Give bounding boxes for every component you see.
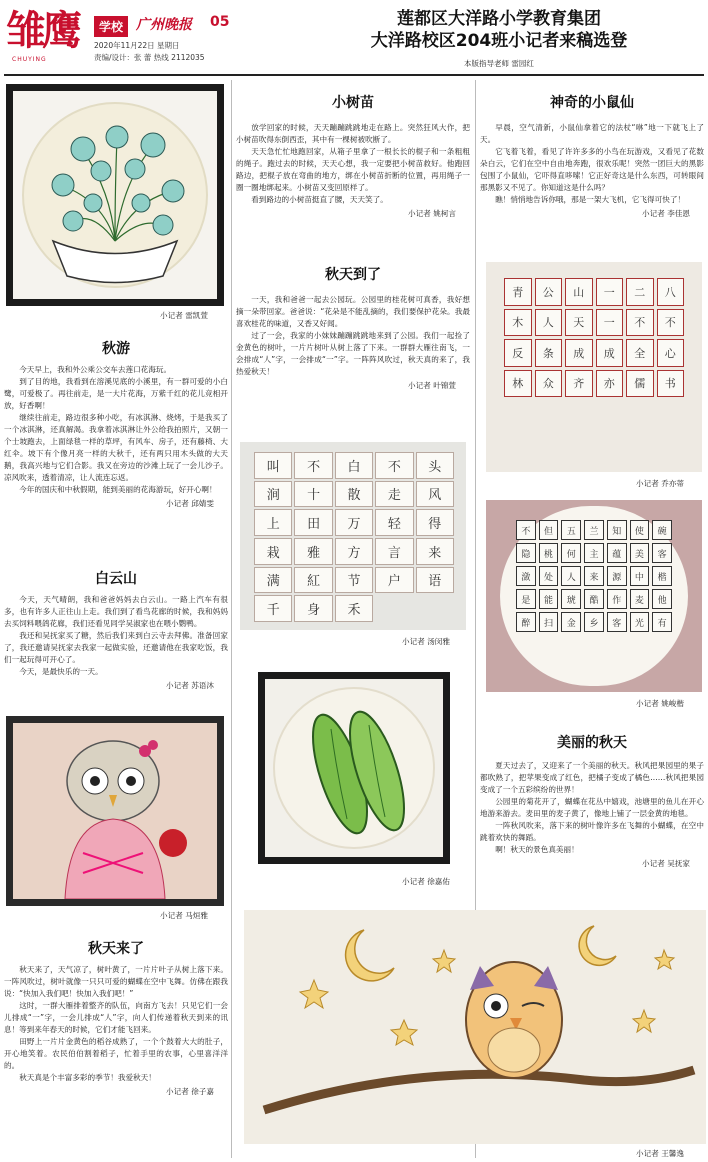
calligraphy-char: 一 — [596, 309, 624, 337]
calligraphy-char: 心 — [657, 339, 685, 367]
calligraphy-grid — [504, 278, 684, 458]
masthead-rule — [4, 74, 704, 76]
article-autumn-comes — [4, 938, 228, 1097]
calligraphy-char: 何 — [561, 543, 581, 563]
calligraphy-char: 节 — [335, 567, 373, 594]
masthead — [4, 2, 704, 72]
photo-caption: 小记者 王馨逸 — [636, 1149, 684, 1158]
article-autumn-trip — [4, 338, 228, 509]
calligraphy-char: 来 — [416, 538, 454, 565]
advisor-credit: 本版指导老师 雷园红 — [464, 59, 534, 68]
article-baiyun-mountain — [4, 568, 228, 691]
calligraphy-char: 隐 — [516, 543, 536, 563]
calligraphy-char: 主 — [584, 543, 604, 563]
calligraphy-char: 言 — [375, 538, 413, 565]
paragraph: 公园里的菊花开了，蝴蝶在花丛中嬉戏，池塘里的鱼儿在开心地游来游去。麦田里的麦子黄了，像地上铺了一层金黄的地毯。 — [480, 797, 704, 818]
paragraph: 天天急忙忙地跑回家，从箱子里拿了一根长长的棍子和一条粗粗的绳子。跑过去的时候，天天心想，我一定要把小树苗救好。他跑回路边，把棍子放在弯曲的地方，绑在小树苗折断的位置，再用绳子一圈一圈地绑起来。小树苗又变回原样了。 — [236, 147, 470, 192]
calligraphy-char: 十 — [294, 481, 332, 508]
paragraph: 看到路边的小树苗挺直了腰，天天笑了。 — [251, 195, 388, 204]
article-title: 秋天来了 — [88, 941, 144, 957]
logo-pinyin: CHUYING — [12, 56, 47, 63]
calligraphy-char: 叫 — [254, 452, 292, 479]
logo: 雏鹰 — [6, 7, 78, 54]
photo-caption: 小记者 汤闵雅 — [402, 637, 450, 646]
calligraphy-char: 公 — [535, 278, 563, 306]
calligraphy-char: 亦 — [596, 370, 624, 398]
section-tag: 学校 — [94, 16, 128, 37]
calligraphy-char: 雅 — [294, 538, 332, 565]
calligraphy-char: 兰 — [584, 520, 604, 540]
paragraph: 它飞着飞着，看见了许许多多的小鸟在玩游戏，又看见了花数朵白云，它们在空中自由地奔跑，很欢乐呢！突然一团巨大的黑影包围了小鼠仙，它吓得直哆嗦！它正好奇这是什么东西，可转眼间那黑影又不见了。你知道这是什么吗？ — [480, 147, 704, 192]
calligraphy-photo-1 — [486, 262, 702, 472]
calligraphy-char: 人 — [535, 309, 563, 337]
calligraphy-char: 金 — [561, 612, 581, 632]
calligraphy-char: 全 — [626, 339, 654, 367]
calligraphy-char: 是 — [516, 589, 536, 609]
calligraphy-char: 涧 — [254, 481, 292, 508]
calligraphy-char: 千 — [254, 595, 292, 622]
calligraphy-char: 成 — [565, 339, 593, 367]
article-author: 小记者 姚柯言 — [408, 209, 456, 218]
calligraphy-char: 走 — [375, 481, 413, 508]
calligraphy-char: 客 — [607, 612, 627, 632]
calligraphy-char: 醉 — [516, 612, 536, 632]
photo-caption: 小记者 姚峻楷 — [636, 699, 684, 708]
article-title: 秋天到了 — [325, 267, 381, 283]
calligraphy-char: 二 — [626, 278, 654, 306]
calligraphy-char: 白 — [335, 452, 373, 479]
paragraph: 秋天来了，天气凉了，树叶黄了，一片片叶子从树上落下来。一阵风吹过，树叶就像一只只可爱的蝴蝶在空中飞舞。仿佛在跟我说：“快加入我们吧！快加入我们吧！” — [4, 965, 228, 998]
calligraphy-char: 万 — [335, 509, 373, 536]
calligraphy-char: 作 — [607, 589, 627, 609]
article-title: 秋游 — [102, 341, 130, 357]
paragraph: 今年的国庆和中秋假期，能到美丽的花海游玩，好开心啊！ — [19, 485, 217, 494]
calligraphy-char: 处 — [539, 566, 559, 586]
calligraphy-char: 知 — [607, 520, 627, 540]
calligraphy-char: 不 — [657, 309, 685, 337]
calligraphy-char: 能 — [539, 589, 559, 609]
calligraphy-char: 满 — [254, 567, 292, 594]
melon-drawing — [265, 679, 443, 857]
plant-drawing — [13, 91, 217, 299]
calligraphy-vertical-photo — [240, 442, 466, 630]
paragraph: 瞧！悄悄地告诉你哦，那是一架大飞机，它飞得可快了！ — [495, 195, 686, 204]
calligraphy-char: 中 — [630, 566, 650, 586]
calligraphy-char: 禾 — [335, 595, 373, 622]
calligraphy-char: 但 — [539, 520, 559, 540]
calligraphy-char: 方 — [335, 538, 373, 565]
paragraph: 过了一会，我家的小妹妹蹦蹦跳跳地来到了公园。我们一起捡了金黄色的树叶，一片片树叶从树上落了下来。一群群大雁往南飞，一会排成“人”字，一会排成“一”字。一阵阵风吹过，秋天真的来了，我热爱秋天！ — [236, 331, 470, 376]
paragraph: 一阵秋风吹来，落下来的树叶像许多在飞舞的小蝴蝶，在空中跳着欢快的舞蹈。 — [480, 821, 704, 842]
article-title: 白云山 — [95, 571, 137, 587]
photo-caption: 小记者 乔亦蒂 — [636, 479, 684, 488]
paragraph: 继续往前走，路边很多种小吃，有冰淇淋、烧烤，于是我买了一个冰淇淋，还真解渴。我拿着冰淇淋让外公给我拍照片，又朝一个士坡跑去，上面绿毯一样的草坪，有风车、房子，还有藤椅、大红伞。坡下有个像月亮一样的大秋千，还有两只用木头做的大天鹅，我高兴地与它们合影。我又在旁边的沙滩上玩了一会儿沙子。凉风吹来，透着清凉，让人流连忘返。 — [4, 413, 228, 482]
calligraphy-char: 有 — [652, 612, 672, 632]
photo-caption: 小记者 徐嘉佑 — [402, 877, 450, 886]
article-magic-mouse — [480, 92, 704, 219]
calligraphy-char: 不 — [516, 520, 536, 540]
calligraphy-char: 美 — [630, 543, 650, 563]
calligraphy-char: 风 — [416, 481, 454, 508]
paragraph: 秋天真是个丰富多彩的季节！我爱秋天！ — [19, 1073, 156, 1082]
calligraphy-char: 八 — [657, 278, 685, 306]
page-number: 05 — [210, 14, 230, 30]
calligraphy-char: 得 — [416, 509, 454, 536]
article-beautiful-autumn — [480, 732, 704, 869]
editor-line: 责编/设计：张 蕾 热线 2112035 — [94, 53, 205, 62]
column-divider — [231, 80, 232, 1158]
calligraphy-char: 上 — [254, 509, 292, 536]
calligraphy-char: 青 — [504, 278, 532, 306]
article-author: 小记者 吴抚家 — [642, 859, 690, 868]
article-little-sapling — [236, 92, 470, 219]
paragraph: 到了目的地，我看到在溶溪见底的小溪里，有一群可爱的小白鹭，可爱极了。再往前走，是一大片花海，万紫千红的花儿竞相开放，好香啊！ — [4, 377, 228, 410]
calligraphy-char: 蕴 — [607, 543, 627, 563]
calligraphy-char: 潋 — [516, 566, 536, 586]
article-author: 小记者 徐子嘉 — [166, 1087, 214, 1096]
calligraphy-char: 桃 — [539, 543, 559, 563]
article-author: 小记者 邱婧雯 — [166, 499, 214, 508]
calligraphy-grid — [516, 520, 672, 678]
owl-drawing — [13, 723, 217, 899]
calligraphy-char: 楷 — [652, 566, 672, 586]
calligraphy-char: 客 — [652, 543, 672, 563]
article-title: 神奇的小鼠仙 — [550, 95, 634, 111]
title-line-2: 大洋路校区204班小记者来稿选登 — [370, 31, 628, 51]
paragraph: 放学回家的时候，天天蹦蹦跳跳地走在路上。突然狂风大作，把小树苗吹得东倒西歪，其中有一棵树被吹断了。 — [236, 123, 470, 144]
paragraph: 今天，天气晴朗，我和爸爸妈妈去白云山。一路上汽车有很多，也有许多人正往山上走。我们到了看鸟花廊的时候，我和妈妈去买饲料喂鸽花廊，我们还看见同学吴淑家也在喂小鹦鸭。 — [4, 595, 228, 628]
calligraphy-char: 田 — [294, 509, 332, 536]
owl-moon-illustration — [244, 910, 706, 1144]
calligraphy-char: 栽 — [254, 538, 292, 565]
calligraphy-char: 轻 — [375, 509, 413, 536]
calligraphy-char: 来 — [584, 566, 604, 586]
paragraph: 今天，是最快乐的一天。 — [19, 667, 103, 676]
paragraph: 夏天过去了，又迎来了一个美丽的秋天。秋风把果园里的果子都吹熟了，把苹果变成了红色，把橘子变成了橘色……秋风把果园变成了一个五彩缤纷的世界！ — [480, 761, 704, 794]
article-author: 小记者 李佳恩 — [642, 209, 690, 218]
article-title: 小树苗 — [332, 95, 374, 111]
calligraphy-char: 麦 — [630, 589, 650, 609]
melon-painting — [258, 672, 450, 864]
calligraphy-char: 众 — [535, 370, 563, 398]
section-name: 广州晚报 — [136, 17, 192, 33]
calligraphy-char: 不 — [626, 309, 654, 337]
calligraphy-grid — [254, 452, 454, 622]
article-author: 小记者 苏语沐 — [166, 681, 214, 690]
paragraph: 啊！秋天的景色真美丽！ — [495, 845, 579, 854]
paragraph: 早晨，空气清新，小鼠仙拿着它的法杖“咻”地一下就飞上了天。 — [480, 123, 704, 144]
article-title: 美丽的秋天 — [557, 735, 627, 751]
calligraphy-char: 儒 — [626, 370, 654, 398]
paragraph: 田野上一片片金黄色的稻谷成熟了，一个个鼓着大大的肚子，开心地笑着。农民伯伯割着稻子，忙着手里的农事，心里喜洋洋的。 — [4, 1037, 228, 1070]
issue-date: 2020年11月22日 星期日 — [94, 41, 180, 50]
calligraphy-char: 一 — [596, 278, 624, 306]
calligraphy-char: 户 — [375, 567, 413, 594]
photo-caption: 小记者 雷凯萱 — [160, 311, 208, 320]
paragraph: 这时，一群大雁排着整齐的队伍，向南方飞去！只见它们一会儿排成“一”字，一会儿排成“人”字，向人们传递着秋天到来的讯息！等到来年春天的时候，它们才能飞回来。 — [4, 1001, 228, 1034]
calligraphy-char: 使 — [630, 520, 650, 540]
paragraph: 我还和吴抚家买了糖，然后我们来到白云寺去拜佛。准备回家了，我还邀请吴抚家去我家一起做实验，还邀请他在我家吃饭，我们一起玩得可开心了。 — [4, 631, 228, 664]
paragraph: 今天早上，我和外公乘公交车去莲口花海玩。 — [19, 365, 172, 374]
calligraphy-char: 条 — [535, 339, 563, 367]
calligraphy-char: 酷 — [584, 589, 604, 609]
calligraphy-char: 林 — [504, 370, 532, 398]
calligraphy-char: 山 — [565, 278, 593, 306]
article-author: 小记者 叶锦萱 — [408, 381, 456, 390]
calligraphy-char: 身 — [294, 595, 332, 622]
owl-moon-drawing — [244, 910, 706, 1144]
calligraphy-char: 不 — [294, 452, 332, 479]
calligraphy-char: 乡 — [584, 612, 604, 632]
calligraphy-char: 人 — [561, 566, 581, 586]
calligraphy-photo-2 — [486, 500, 702, 692]
calligraphy-char: 书 — [657, 370, 685, 398]
owl-painting — [6, 716, 224, 906]
plant-painting — [6, 84, 224, 306]
title-line-1: 莲都区大洋路小学教育集团 — [397, 9, 601, 29]
calligraphy-char: 紅 — [294, 567, 332, 594]
article-autumn-arrived — [236, 264, 470, 391]
calligraphy-char: 他 — [652, 589, 672, 609]
photo-caption: 小记者 马烜雅 — [160, 911, 208, 920]
calligraphy-char: 琥 — [561, 589, 581, 609]
calligraphy-char: 扫 — [539, 612, 559, 632]
calligraphy-char: 木 — [504, 309, 532, 337]
calligraphy-char: 碗 — [652, 520, 672, 540]
paragraph: 一天，我和爸爸一起去公园玩。公园里的桂花树可真香，我好想摘一朵带回家。爸爸说：“花朵是不能乱摘的，我们要保护花朵。我最喜欢桂花的味道，又香又好闻。 — [236, 295, 470, 328]
calligraphy-char: 源 — [607, 566, 627, 586]
calligraphy-char: 齐 — [565, 370, 593, 398]
calligraphy-char: 头 — [416, 452, 454, 479]
calligraphy-char: 不 — [375, 452, 413, 479]
calligraphy-char: 光 — [630, 612, 650, 632]
calligraphy-char: 五 — [561, 520, 581, 540]
page-title — [294, 8, 704, 52]
calligraphy-char: 天 — [565, 309, 593, 337]
calligraphy-char: 语 — [416, 567, 454, 594]
calligraphy-char: 成 — [596, 339, 624, 367]
calligraphy-char: 反 — [504, 339, 532, 367]
calligraphy-char: 散 — [335, 481, 373, 508]
